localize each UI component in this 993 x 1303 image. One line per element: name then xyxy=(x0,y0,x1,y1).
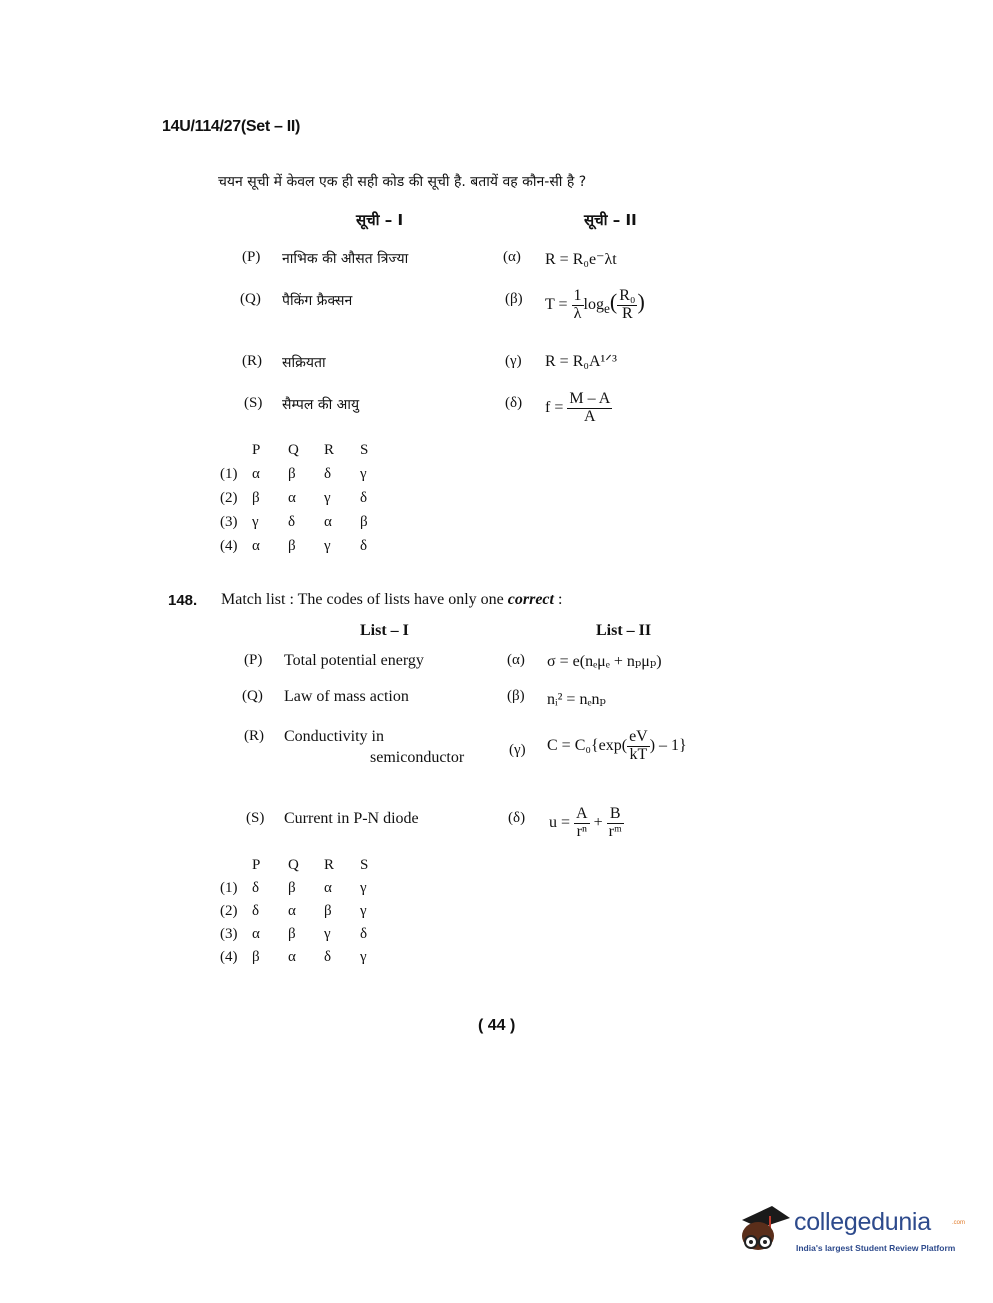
q147-list2-heading: सूची – II xyxy=(584,211,637,229)
q147-delta-formula: f = $\frac{M - A}{A}$ xyxy=(545,390,611,425)
q147-gamma-formula: R = R₀A¹ᐟ³ xyxy=(545,353,617,370)
answer-header-p: P xyxy=(252,442,261,458)
option-cell: α xyxy=(288,949,296,965)
q147-p-tag: (P) xyxy=(242,249,261,265)
option-cell: γ xyxy=(360,466,367,482)
option-cell: α xyxy=(252,926,260,942)
q148-q-tag: (Q) xyxy=(242,688,263,704)
option-cell: α xyxy=(252,466,260,482)
option-cell: α xyxy=(288,903,296,919)
exam-code: 14U/114/27(Set – II) xyxy=(162,118,301,135)
q148-alpha-formula: σ = e(nₑμₑ + nₚμₚ) xyxy=(547,653,662,670)
q147-intro: चयन सूची में केवल एक ही सही कोड की सूची है. बतायें वह कौन-सी है ? xyxy=(218,174,587,190)
q148-p-tag: (P) xyxy=(244,652,263,668)
option-cell: δ xyxy=(360,926,368,942)
option-cell: γ xyxy=(360,880,367,896)
q148-number: 148. xyxy=(168,592,198,609)
q148-q-item: Law of mass action xyxy=(284,688,409,705)
q147-q-item: पैकिंग फ्रैक्सन xyxy=(282,293,353,309)
option-cell: γ xyxy=(324,538,331,554)
q148-beta-tag: (β) xyxy=(507,688,525,704)
option-cell: γ xyxy=(324,490,331,506)
q148-list1-heading: List – I xyxy=(360,622,409,639)
option-cell: δ xyxy=(360,538,368,554)
answer-header-s: S xyxy=(360,857,369,873)
answer-header-q: Q xyxy=(288,442,299,458)
option-number[interactable]: (1) xyxy=(220,466,238,482)
option-cell: δ xyxy=(252,880,260,896)
option-cell: β xyxy=(288,466,296,482)
q147-alpha-tag: (α) xyxy=(503,249,521,265)
q147-r-tag: (R) xyxy=(242,353,262,369)
answer-header-p: P xyxy=(252,857,261,873)
option-number[interactable]: (2) xyxy=(220,490,238,506)
option-cell: β xyxy=(288,880,296,896)
option-number[interactable]: (2) xyxy=(220,903,238,919)
q148-delta-formula: u = $\frac{A}{\text{rⁿ}}$ + $\frac{B}{\text{rᵐ}}$ xyxy=(549,805,622,840)
option-cell: γ xyxy=(324,926,331,942)
option-cell: β xyxy=(288,926,296,942)
answer-header-s: S xyxy=(360,442,369,458)
q147-q-tag: (Q) xyxy=(240,291,261,307)
option-cell: β xyxy=(324,903,332,919)
q147-beta-tag: (β) xyxy=(505,291,523,307)
option-number[interactable]: (3) xyxy=(220,514,238,530)
option-cell: α xyxy=(288,490,296,506)
option-cell: δ xyxy=(288,514,296,530)
q147-s-tag: (S) xyxy=(244,395,263,411)
q148-beta-formula: nᵢ² = nₑnₚ xyxy=(547,691,606,708)
option-cell: γ xyxy=(360,949,367,965)
option-cell: β xyxy=(360,514,368,530)
q147-p-item: नाभिक की औसत त्रिज्या xyxy=(282,251,409,267)
q148-r-tag: (R) xyxy=(244,728,264,744)
page-number: ( 44 ) xyxy=(478,1017,516,1034)
q148-delta-tag: (δ) xyxy=(508,810,526,826)
q147-r-item: सक्रियता xyxy=(282,355,326,371)
q148-list2-heading: List – II xyxy=(596,622,652,639)
option-number[interactable]: (3) xyxy=(220,926,238,942)
brand-name: collegedunia xyxy=(794,1208,931,1236)
q148-gamma-formula: C = C₀{exp( $\frac{eV}{kT}$ ) – 1} xyxy=(547,728,687,763)
q148-gamma-tag: (γ) xyxy=(509,742,526,758)
option-cell: γ xyxy=(252,514,259,530)
q148-stem: Match list : The codes of lists have only one correct : xyxy=(221,591,563,608)
q148-s-tag: (S) xyxy=(246,810,265,826)
q147-gamma-tag: (γ) xyxy=(505,353,522,369)
answer-header-blank xyxy=(220,857,252,874)
q147-alpha-formula: R = R₀e⁻λt xyxy=(545,251,617,268)
option-number[interactable]: (4) xyxy=(220,949,238,965)
option-cell: δ xyxy=(324,466,332,482)
q147-answer-grid xyxy=(220,442,396,555)
answer-header-blank xyxy=(220,442,252,459)
option-number[interactable]: (4) xyxy=(220,538,238,554)
option-cell: δ xyxy=(252,903,260,919)
brand-tagline: India's largest Student Review Platform xyxy=(796,1243,956,1253)
option-cell: γ xyxy=(360,903,367,919)
option-cell: α xyxy=(252,538,260,554)
option-cell: α xyxy=(324,880,332,896)
answer-header-r: R xyxy=(324,857,335,873)
q147-list1-heading: सूची – I xyxy=(356,211,404,229)
option-cell: β xyxy=(252,949,260,965)
option-cell: β xyxy=(288,538,296,554)
q148-s-item: Current in P-N diode xyxy=(284,810,419,827)
answer-header-q: Q xyxy=(288,857,299,873)
q148-alpha-tag: (α) xyxy=(507,652,525,668)
option-cell: δ xyxy=(360,490,368,506)
q148-r-item-line2: semiconductor xyxy=(370,749,465,766)
option-cell: δ xyxy=(324,949,332,965)
answer-header-r: R xyxy=(324,442,335,458)
q147-beta-formula: T = $\frac{1}{\lambda}$ $\log_e$( $\frac{\text{R₀}}{R}$ ) xyxy=(545,287,645,322)
brand-suffix: .com xyxy=(952,1220,966,1226)
q148-r-item: Conductivity in xyxy=(284,728,384,745)
q148-answer-grid xyxy=(220,857,396,966)
q147-delta-tag: (δ) xyxy=(505,395,523,411)
option-cell: α xyxy=(324,514,332,530)
q147-s-item: सैम्पल की आयु xyxy=(282,397,360,413)
option-number[interactable]: (1) xyxy=(220,880,238,896)
option-cell: β xyxy=(252,490,260,506)
q148-p-item: Total potential energy xyxy=(284,652,424,669)
